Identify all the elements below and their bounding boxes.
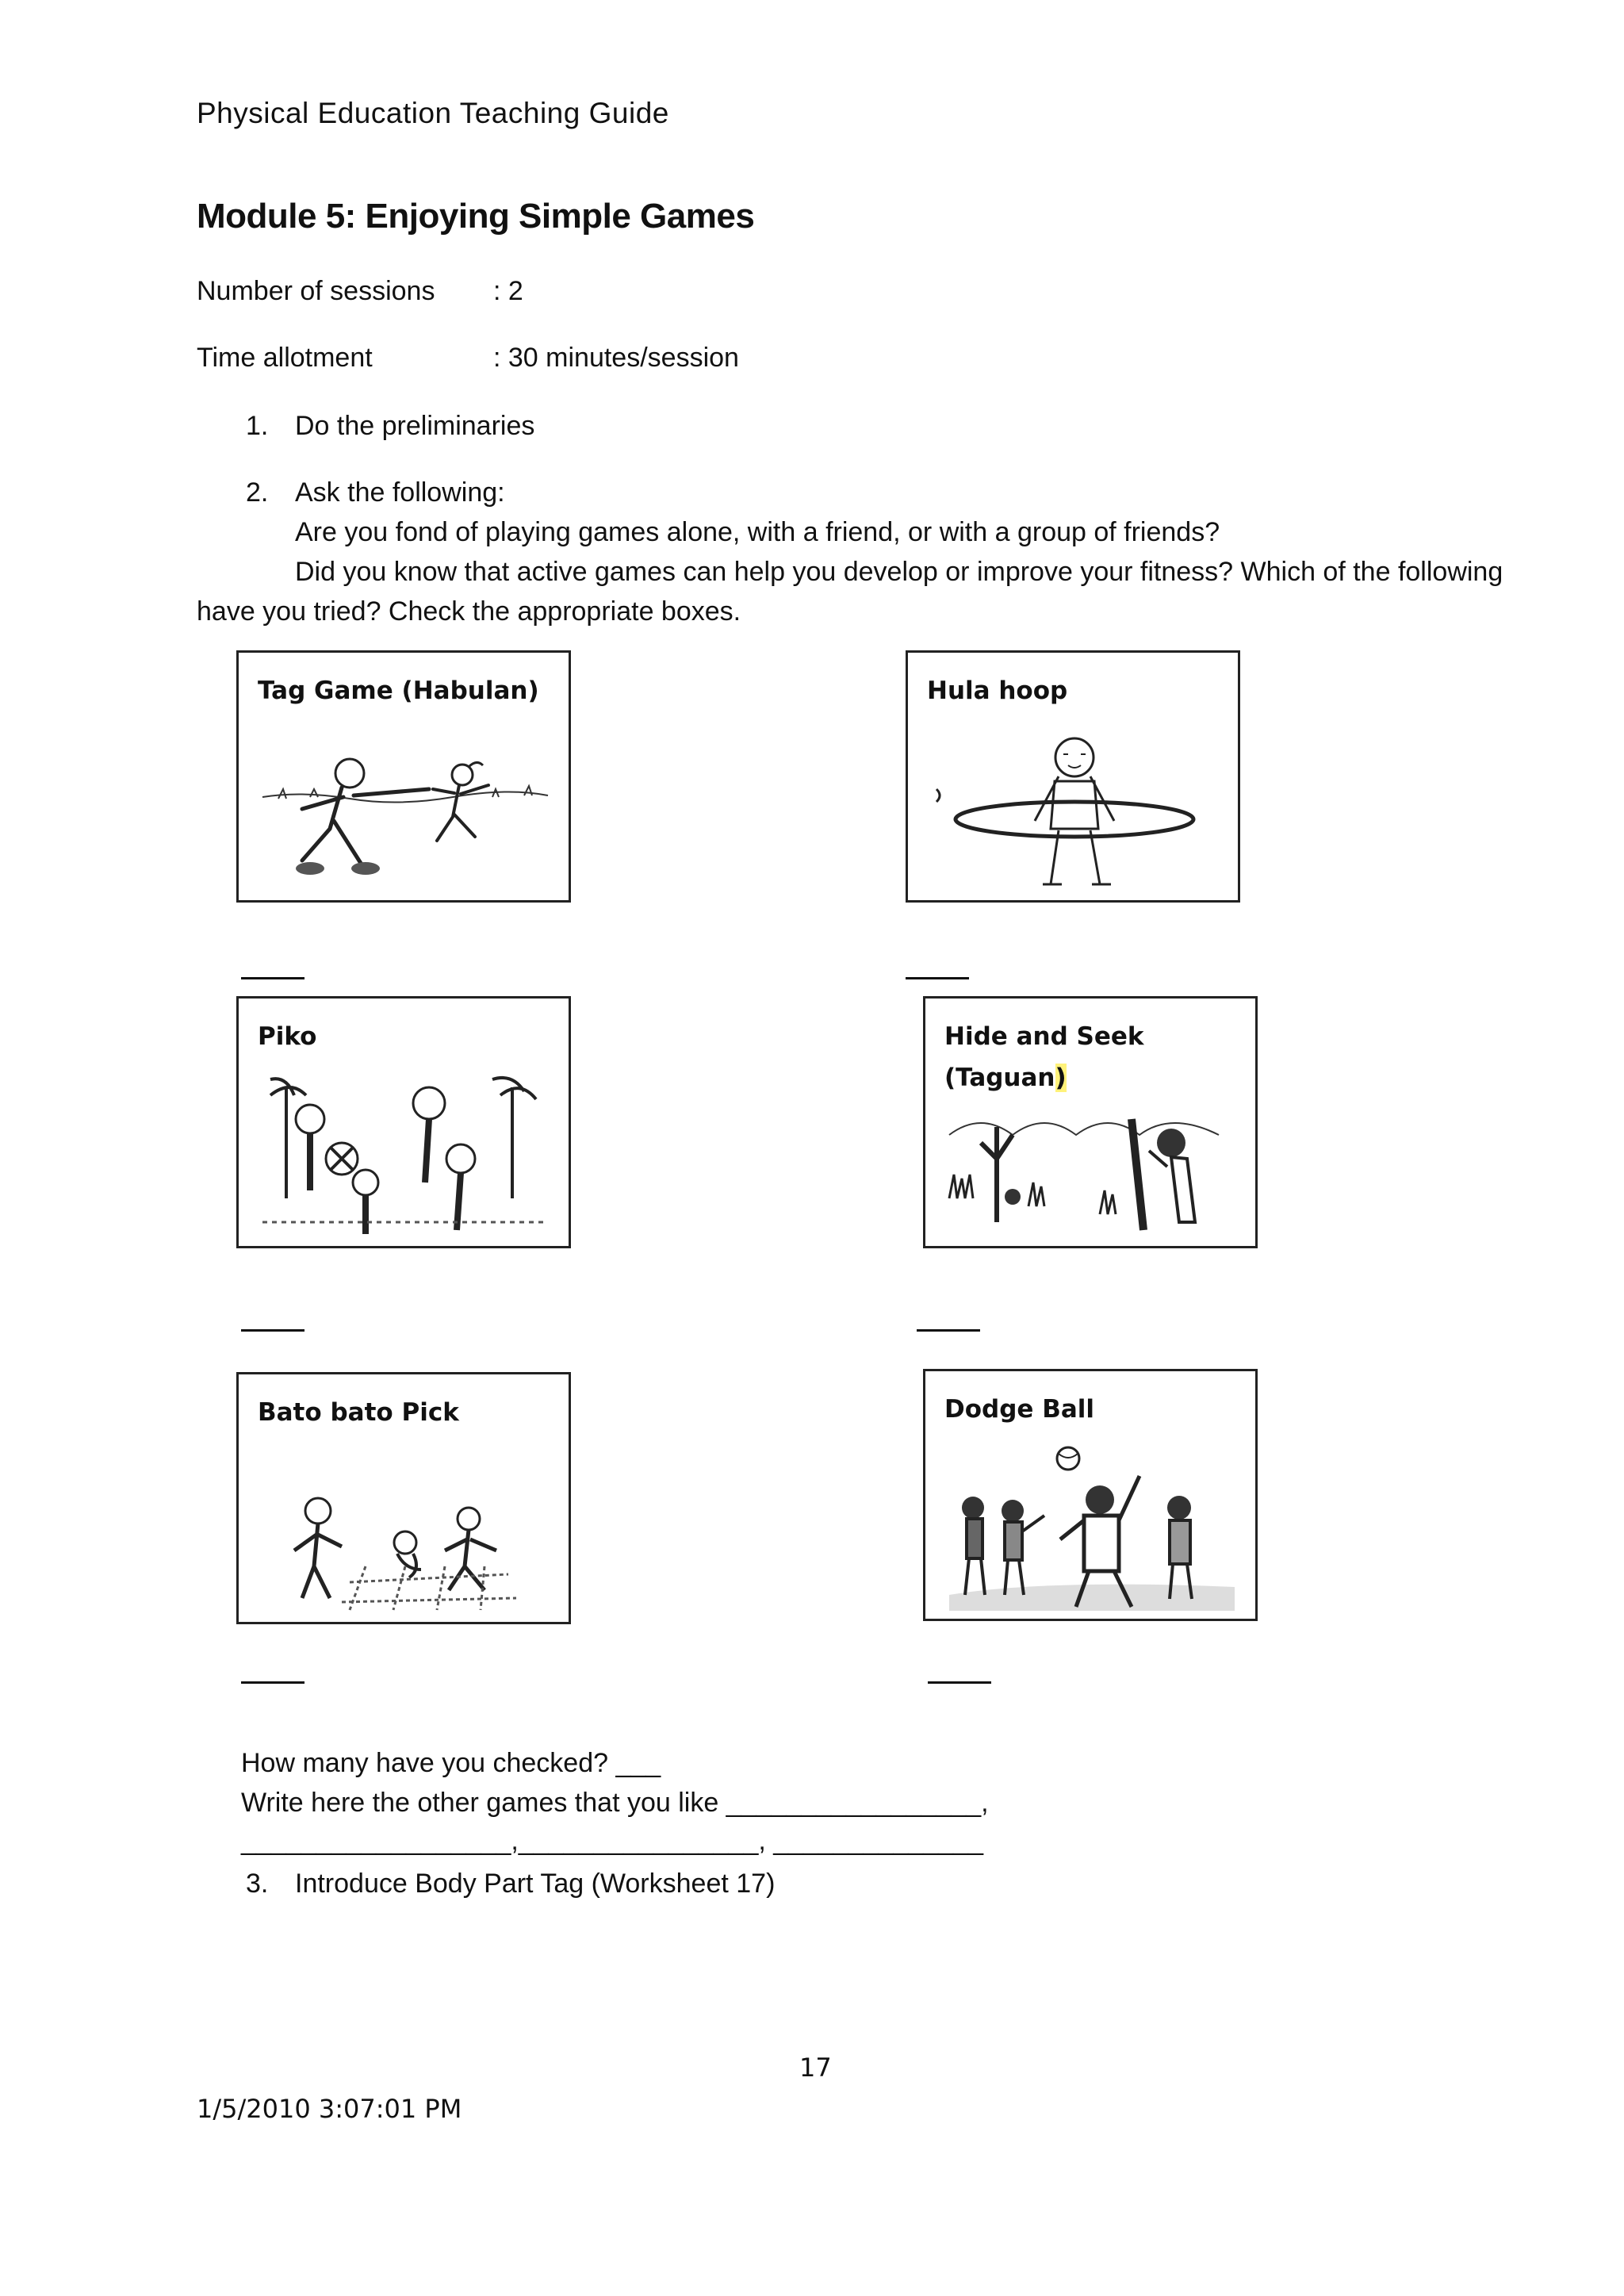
step-2-number: 2. xyxy=(246,477,269,508)
step-2-text: Ask the following: xyxy=(295,477,505,508)
sessions-label: Number of sessions xyxy=(197,276,435,306)
other-games-blanks[interactable]: __________________,________________, ______________ xyxy=(241,1826,983,1856)
step-3-text: Introduce Body Part Tag (Worksheet 17) xyxy=(295,1869,776,1899)
check-blank-tag[interactable] xyxy=(241,977,304,979)
running-header: Physical Education Teaching Guide xyxy=(197,97,669,129)
hide-and-seek-illustration xyxy=(941,1103,1243,1238)
question-1: Are you fond of playing games alone, with a friend, or with a group of friends? xyxy=(295,517,1220,547)
timestamp: 1/5/2010 3:07:01 PM xyxy=(197,2094,462,2124)
check-blank-hula-hoop[interactable] xyxy=(906,977,969,979)
game-card-hula-hoop xyxy=(906,650,1240,903)
piko-illustration xyxy=(255,1071,556,1238)
game-card-hide-and-seek xyxy=(923,996,1258,1248)
game-label-hide-and-seek: Hide and Seek (Taguan) xyxy=(944,1022,1144,1092)
game-card-bato-bato-pick xyxy=(236,1372,571,1624)
step-1-text: Do the preliminaries xyxy=(295,411,535,441)
time-value: : 30 minutes/session xyxy=(493,343,739,373)
dodge-ball-illustration xyxy=(941,1444,1243,1611)
check-blank-bato-bato-pick[interactable] xyxy=(241,1681,304,1684)
game-label-hula-hoop: Hula hoop xyxy=(927,677,1068,705)
check-blank-dodge-ball[interactable] xyxy=(928,1681,991,1684)
check-blank-hide-and-seek[interactable] xyxy=(917,1329,980,1332)
tag-game-illustration xyxy=(255,742,556,892)
question-2-line-2: have you tried? Check the appropriate boxes. xyxy=(197,596,741,627)
checked-count-prompt: How many have you checked? ___ xyxy=(241,1748,661,1778)
question-2-line-1: Did you know that active games can help you develop or improve your fitness? Which of the following xyxy=(295,557,1503,587)
game-card-dodge-ball xyxy=(923,1369,1258,1621)
game-card-tag xyxy=(236,650,571,903)
sessions-value: : 2 xyxy=(493,276,523,306)
bato-bato-pick-illustration xyxy=(255,1471,556,1614)
time-label: Time allotment xyxy=(197,343,373,373)
game-card-piko xyxy=(236,996,571,1248)
hula-hoop-illustration xyxy=(924,726,1225,892)
game-label-dodge-ball: Dodge Ball xyxy=(944,1395,1095,1424)
module-title: Module 5: Enjoying Simple Games xyxy=(197,197,755,236)
other-games-prompt: Write here the other games that you like _________________, xyxy=(241,1788,989,1818)
step-1-number: 1. xyxy=(246,411,269,441)
game-label-bato-bato-pick: Bato bato Pick xyxy=(258,1398,459,1427)
game-label-piko: Piko xyxy=(258,1022,317,1051)
game-label-tag: Tag Game (Habulan) xyxy=(258,677,539,705)
page-number: 17 xyxy=(799,2053,832,2083)
check-blank-piko[interactable] xyxy=(241,1329,304,1332)
step-3-number: 3. xyxy=(246,1869,269,1899)
